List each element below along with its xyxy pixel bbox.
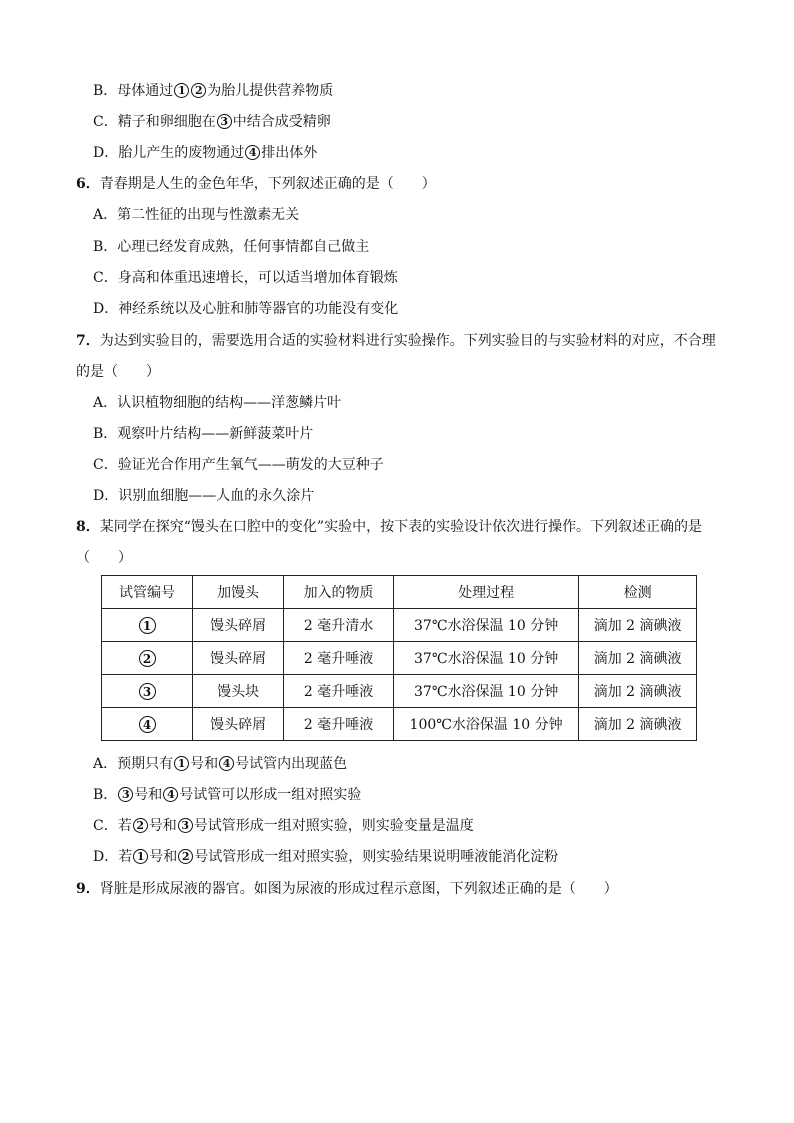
table-cell: 滴加 2 滴碘液 — [579, 708, 697, 741]
q6-option-a: A．第二性征的出现与性激素无关 — [93, 207, 300, 223]
circled-number-3: 3 — [139, 683, 156, 700]
q6-option-d: D．神经系统以及心脏和肺等器官的功能没有变化 — [93, 301, 399, 317]
circled-number-4: 4 — [139, 716, 156, 733]
q9-stem — [76, 879, 618, 899]
circled-number-4: 4 — [219, 756, 234, 771]
q9-text: 肾脏是形成尿液的器官。如图为尿液的形成过程示意图，下列叙述正确的是（ ） — [99, 881, 618, 897]
circled-number-2: 2 — [178, 849, 193, 864]
table-row — [102, 708, 697, 741]
table-cell: 馒头碎屑 — [193, 642, 284, 675]
q8-stem-line1 — [76, 517, 702, 537]
q9-number: 9． — [76, 881, 100, 897]
table-cell: 100℃水浴保温 10 分钟 — [393, 708, 578, 741]
circled-number-3: 3 — [118, 787, 133, 802]
table-cell: 37℃水浴保温 10 分钟 — [393, 642, 578, 675]
circled-number-2: 2 — [139, 650, 156, 667]
table-cell: 馒头碎屑 — [193, 708, 284, 741]
table-cell: 滴加 2 滴碘液 — [579, 609, 697, 642]
q6-option-b: B．心理已经发育成熟，任何事情都自己做主 — [93, 239, 370, 255]
q8-option-b: B． 3 号和 4 号试管可以形成一组对照实验 — [93, 787, 362, 803]
q6-option-c: C．身高和体重迅速增长，可以适当增加体育锻炼 — [93, 270, 398, 286]
q7-option-a: A．认识植物细胞的结构——洋葱鳞片叶 — [93, 395, 342, 411]
circled-number-1: 1 — [174, 756, 189, 771]
tube-number-cell — [102, 642, 193, 675]
table-cell: 37℃水浴保温 10 分钟 — [393, 609, 578, 642]
circled-number-1: 1 — [174, 83, 189, 98]
circled-number-2: 2 — [133, 818, 148, 833]
q7-stem-line2: 的是（ ） — [76, 364, 160, 380]
table-header-cell: 处理过程 — [393, 576, 578, 609]
table-header-row — [102, 576, 697, 609]
tube-number-cell — [102, 609, 193, 642]
q5-option-c: C．精子和卵细胞在 3 中结合成受精卵 — [93, 114, 331, 130]
tube-number-cell — [102, 708, 193, 741]
table-row — [102, 642, 697, 675]
q6-number: 6． — [76, 176, 100, 192]
table-cell: 2 毫升唾液 — [284, 708, 394, 741]
q5-option-b: B．母体通过 1 2 为胎儿提供营养物质 — [93, 83, 334, 99]
tube-number-cell — [102, 675, 193, 708]
q8-option-d: D．若 1 号和 2 号试管形成一组对照实验，则实验结果说明唾液能消化淀粉 — [93, 849, 559, 865]
table-row — [102, 675, 697, 708]
circled-number-3: 3 — [178, 818, 193, 833]
q6-stem — [76, 174, 436, 194]
q8-option-a: A．预期只有 1 号和 4 号试管内出现蓝色 — [93, 756, 348, 772]
q7-option-b: B．观察叶片结构——新鲜菠菜叶片 — [93, 426, 314, 442]
table-cell: 2 毫升清水 — [284, 609, 394, 642]
table-header-cell: 试管编号 — [102, 576, 193, 609]
table-cell: 2 毫升唾液 — [284, 642, 394, 675]
experiment-table — [101, 575, 697, 741]
q6-text: 青春期是人生的金色年华，下列叙述正确的是（ ） — [99, 176, 436, 192]
table-cell: 滴加 2 滴碘液 — [579, 642, 697, 675]
q8-option-c: C．若 2 号和 3 号试管形成一组对照实验，则实验变量是温度 — [93, 818, 474, 834]
q7-stem-line1 — [76, 331, 716, 351]
q7-number: 7． — [76, 333, 100, 349]
table-row — [102, 609, 697, 642]
table-cell: 37℃水浴保温 10 分钟 — [393, 675, 578, 708]
q7-option-c: C．验证光合作用产生氧气——萌发的大豆种子 — [93, 457, 384, 473]
table-header-cell: 加入的物质 — [284, 576, 394, 609]
table-header-cell: 检测 — [579, 576, 697, 609]
table-cell: 馒头块 — [193, 675, 284, 708]
circled-number-1: 1 — [133, 849, 148, 864]
table-header-cell: 加馒头 — [193, 576, 284, 609]
table-cell: 滴加 2 滴碘液 — [579, 675, 697, 708]
circled-number-4: 4 — [163, 787, 178, 802]
circled-number-3: 3 — [217, 114, 232, 129]
circled-number-1: 1 — [139, 617, 156, 634]
q8-number: 8． — [76, 519, 100, 535]
circled-number-2: 2 — [191, 83, 206, 98]
q5-option-d: D．胎儿产生的废物通过 4 排出体外 — [93, 145, 318, 161]
table-cell: 2 毫升唾液 — [284, 675, 394, 708]
q7-text1: 为达到实验目的，需要选用合适的实验材料进行实验操作。下列实验目的与实验材料的对应，不合理 — [99, 333, 716, 349]
q8-text1: 某同学在探究“馒头在口腔中的变化”实验中，按下表的实验设计依次进行操作。下列叙述正确的是 — [99, 519, 703, 535]
table-cell: 馒头碎屑 — [193, 609, 284, 642]
circled-number-4: 4 — [245, 145, 260, 160]
q7-option-d: D．识别血细胞——人血的永久涂片 — [93, 488, 315, 504]
q8-stem-line2: （ ） — [76, 550, 132, 566]
